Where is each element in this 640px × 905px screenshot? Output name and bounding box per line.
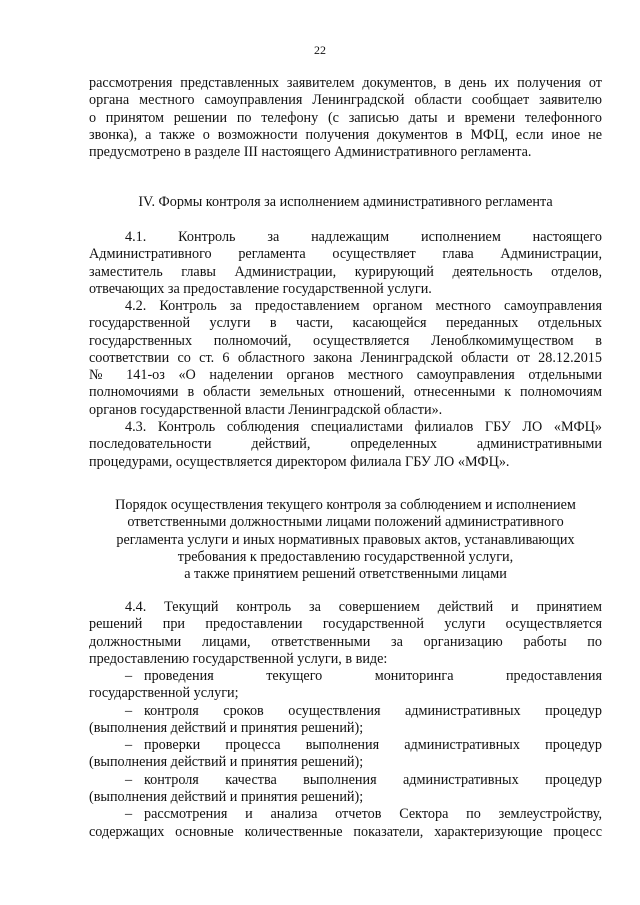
list-item: [89, 772, 602, 807]
text-line: решений при предоставлении государственной услуги осуществляется: [89, 616, 602, 633]
list-item-continuation: содержащих основные количественные показатели, характеризующие процесс: [89, 823, 602, 840]
text-line: 4.1. Контроль за надлежащим исполнением настоящего: [125, 229, 602, 245]
text-line: соответствии со ст. 6 областного закона Ленинградской области от 28.12.2015: [89, 349, 602, 366]
text-line: государственной услуги в части, касающейся переданных отдельных: [89, 315, 602, 332]
list-item: [89, 806, 602, 841]
subheading-line: а также принятием решений ответственными лицами: [184, 566, 507, 583]
list-item-continuation: (выполнения действий и принятия решений);: [89, 754, 364, 771]
text-line: государственных полномочий, осуществляется Леноблкомимуществом в: [89, 332, 602, 349]
text-line: органов государственной власти Ленинградской области».: [89, 401, 443, 418]
dash-marker: –: [125, 806, 133, 823]
text-line: Административного регламента осуществляет глава Администрации,: [89, 246, 602, 263]
list-item-first-line: [89, 668, 602, 685]
text-line: 4.2. Контроль за предоставлением органом местного самоуправления: [125, 298, 602, 314]
text-line: 4.4. Текущий контроль за совершением действий и принятием: [125, 599, 602, 615]
list-item: [89, 668, 602, 703]
paragraph-4-4: [89, 599, 602, 668]
text-line: 4.3. Контроль соблюдения специалистами филиалов ГБУ ЛО «МФЦ»: [125, 419, 602, 435]
page-number: 22: [314, 43, 326, 57]
text-line: рассмотрения представленных заявителем документов, в день их получения от: [89, 75, 602, 91]
list-item-text: контроля сроков осуществления административных процедур: [144, 702, 602, 719]
text-line: предоставлению государственной услуги, в виде:: [89, 650, 388, 667]
subheading-line: требования к предоставлению государственной услуги,: [177, 548, 514, 565]
list-item-first-line: [89, 806, 602, 823]
list-item-text: проверки процесса выполнения административных процедур: [144, 737, 602, 754]
subheading-line: регламента услуги и иных нормативных правовых актов, устанавливающих: [116, 531, 575, 548]
text-line: должностными лицами, ответственными за организацию работы по: [89, 633, 602, 650]
subheading: [89, 497, 602, 583]
intro-paragraph: [89, 75, 602, 161]
text-line: о принятом решении по телефону (с записью даты и времени телефонного: [89, 109, 602, 126]
list-item: [89, 737, 602, 772]
text-line: предусмотрено в разделе III настоящего Административного регламента.: [89, 144, 532, 161]
dash-marker: –: [125, 737, 133, 754]
dash-marker: –: [125, 668, 133, 684]
list-item-continuation: (выполнения действий и принятия решений);: [89, 719, 364, 736]
list-item-text: проведения текущего мониторинга предоставления: [144, 668, 602, 684]
text-line: полномочиями в области земельных отношений, отнесенными к полномочиям: [89, 384, 602, 401]
control-forms-list: [89, 668, 602, 841]
paragraph-4-1: [89, 229, 602, 298]
subheading-line: Порядок осуществления текущего контроля за соблюдением и исполнением: [115, 497, 576, 513]
subheading-line: ответственными должностными лицами положений административного: [127, 514, 564, 531]
dash-marker: –: [125, 771, 133, 788]
list-item-first-line: [89, 772, 602, 789]
text-line: отвечающих за предоставление государственной услуги.: [89, 280, 432, 297]
paragraph-4-3: [89, 419, 602, 471]
list-item-text: контроля качества выполнения административных процедур: [144, 771, 602, 788]
section-title-text: IV. Формы контроля за исполнением административного регламента: [138, 194, 553, 210]
list-item-continuation: государственной услуги;: [89, 685, 239, 702]
text-line: заместитель главы Администрации, курирующий деятельность отделов,: [89, 263, 602, 280]
list-item-first-line: [89, 703, 602, 720]
list-item: [89, 703, 602, 738]
paragraph-4-2: [89, 298, 602, 419]
text-line: звонка), а также о возможности получения документов в МФЦ, если иное не: [89, 126, 602, 143]
text-line: № 141-оз «О наделении органов местного самоуправления отдельными: [89, 367, 602, 384]
list-item-first-line: [89, 737, 602, 754]
text-line: процедурами, осуществляется директором филиала ГБУ ЛО «МФЦ».: [89, 453, 510, 470]
text-line: последовательности действий, определенных административными: [89, 436, 602, 453]
dash-marker: –: [125, 702, 133, 719]
list-item-continuation: (выполнения действий и принятия решений);: [89, 789, 364, 806]
list-item-text: рассмотрения и анализа отчетов Сектора по землеустройству,: [144, 806, 602, 823]
section-title: [89, 194, 602, 211]
text-line: органа местного самоуправления Ленинградской области сообщает заявителю: [89, 92, 602, 109]
